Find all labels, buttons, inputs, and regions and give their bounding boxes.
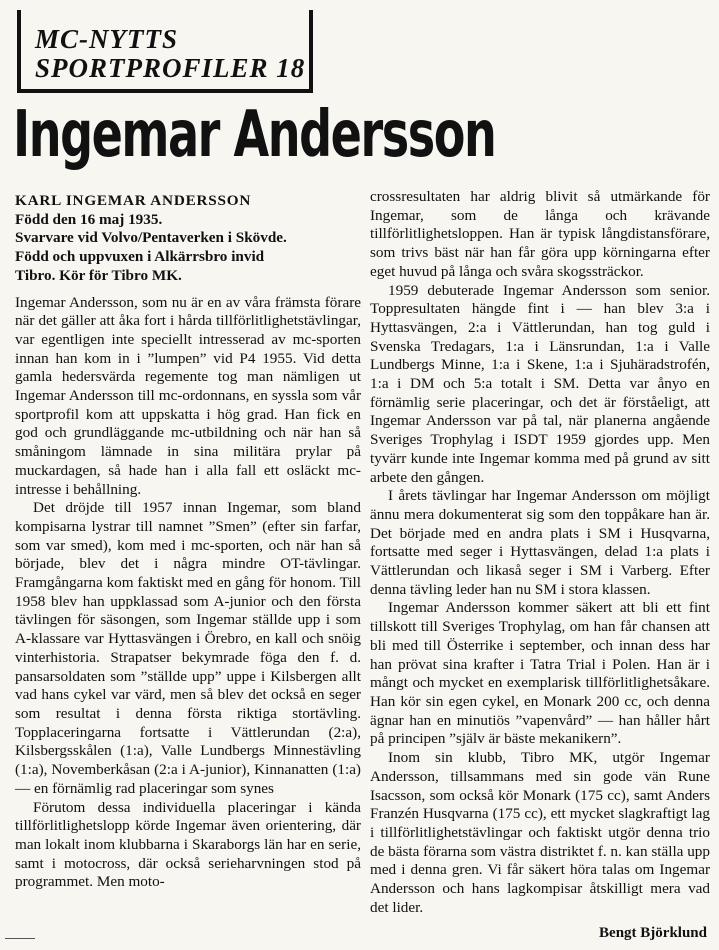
body-paragraph: Förutom dessa individuella placeringar i kända tillförlitlighetslopp körde Ingemar även orientering, där man lokalt inom klubbarna i Skaraborgs län har en serie, samt i motocross, där också serieharvningen stod på programmet. Men moto- [15, 798, 361, 891]
left-column [15, 192, 361, 892]
kicker-line-1: MC-NYTTS [35, 24, 178, 54]
body-paragraph: Ingemar Andersson kommer säkert att bli ett fint tillskott till Sveriges Trophylag, om han får chansen att bli med till Österrike i september, och innan dess har han prövat sina krafter i Tatra Trial i Polen. Han är i mångt och mycket en exemplarisk tillförlitlighetsåkare. Han kör sin egen cykel, en Monark 200 cc, och denna ägnar han en minutiös ”vapenvård” — han håller hårt på principen ”själv är bäste mekanikern”. [370, 599, 710, 748]
body-paragraph: 1959 debuterade Ingemar Andersson som senior. Toppresultaten hängde fint i — han blev 3:a i Hyttasvängen, 2:a i Vättlerundan, han tog guld i Svenska Tredagars, 1:a i Länsrundan, 1:a i Valle Lundbergs Minne, 1:a i Skene, 1:a i Sjuhäradstrofén, 1:a i DM och 5:a totalt i SM. Detta var ånyo en förnämlig serie placeringar, och det är förståeligt, att Ingemar Andersson var på tal, när planerna angående Sveriges Trophylag i ISDT 1959 gjordes upp. Men tyvärr kunde inte Ingemar komma med på grund av sitt arbete den gången. [370, 281, 710, 486]
right-column [370, 188, 710, 917]
author-byline: Bengt Björklund [599, 925, 707, 941]
kicker-line-2: SPORTPROFILER 18 [35, 53, 306, 83]
bio-birth-date: Född den 16 maj 1935. [15, 210, 163, 228]
end-rule [5, 938, 35, 939]
body-paragraph: Ingemar Andersson, som nu är en av våra främsta förare när det gäller att åka fort i hårda tillförlitlighetstävlingar, var egentligen inte speciellt intresserad av mc-sporten innan han kom in i ”lumpen” vid P4 1955. Vid detta gamla hedersvärda regemente tog man nämligen ut Ingemar Andersson till mc-ordonnans, en syssla som vår sportprofil kom att uppskatta i hög grad. Han fick en god och grundläggande mc-utbildning och när han så småningom lämnade in sina militära prylar på muckardagen, så hade han i alla fall ett osläckt mc-intresse i behållning. [15, 293, 361, 498]
bio-block [15, 192, 361, 286]
body-paragraph: Inom sin klubb, Tibro MK, utgör Ingemar Andersson, tillsammans med sin gode vän Rune Isacsson, som också kör Monark (175 cc), samt Anders Franzén Husqvarna (175 cc), ett mycket slagkraftigt lag i tillförlitlighetstävlingar och faktiskt utgör denna trio de bästa förarna som västra distriktet f. n. kan ställa upp med i denna gren. Vi får säkert höra talas om Ingemar Andersson och hans lagkompisar åtskilligt mera vad det lider. [370, 749, 710, 916]
body-paragraph: crossresultaten har aldrig blivit så utmärkande för Ingemar, som de långa och krävande tillförlitlighetsloppen. Han är typisk långdistansförare, som trivs bäst när han får göra upp körningarna efter eget huvud på långa och svåra skogssträckor. [370, 188, 710, 280]
column-divider [365, 190, 366, 925]
series-kicker-box [17, 10, 313, 93]
headline: Ingemar Andersson [13, 98, 496, 172]
bio-hometown-2: Tibro. Kör för Tibro MK. [15, 266, 182, 284]
bio-full-name: KARL INGEMAR ANDERSSON [15, 192, 252, 209]
body-paragraph: Det dröjde till 1957 innan Ingemar, som bland kompisarna lystrar till namnet ”Smen” (efter sin farfar, som var smed), kom med i mc-sporten, och när han så började, blev det i några mindre OT-tävlingar. Framgångarna kom faktiskt med en gång för honom. Till 1958 blev han uppklassad som A-junior och den första tävlingen för säsongen, som Ingemar ställde upp i som A-klassare var Hyttasvängen i Örebro, en kall och snöig vinterhistoria. Strapatser bekymrade föga den f. d. pansarsoldaten som ”ställde upp” uppe i Kilsbergen allt vad hans cykel var värd, men så blev det också en seger som resultat i denna första riktiga stortävling. Topplaceringarna fortsatte i Vättlerundan (2:a), Kilsbergsskålen (1:a), Valle Lundbergs Minnestävling (1:a), Novemberkåsan (2:a i A-junior), Kinnanatten (1:a) — en förnämlig rad placeringar som synes [15, 499, 361, 797]
body-paragraph: I årets tävlingar har Ingemar Andersson om möjligt ännu mera dokumenterat sig som den toppåkare han är. Det började med en andra plats i SM i Husqvarna, fortsatte med seger i Hyttasvängen, delad 1:a plats i Vättlerundan och likaså seger i SM i Varberg. Efter denna tävling leder han nu SM i stora klassen. [370, 487, 710, 598]
bio-occupation: Svarvare vid Volvo/Pentaverken i Skövde. [15, 229, 287, 247]
bio-hometown-1: Född och uppvuxen i Alkärrsbro invid [15, 248, 265, 266]
